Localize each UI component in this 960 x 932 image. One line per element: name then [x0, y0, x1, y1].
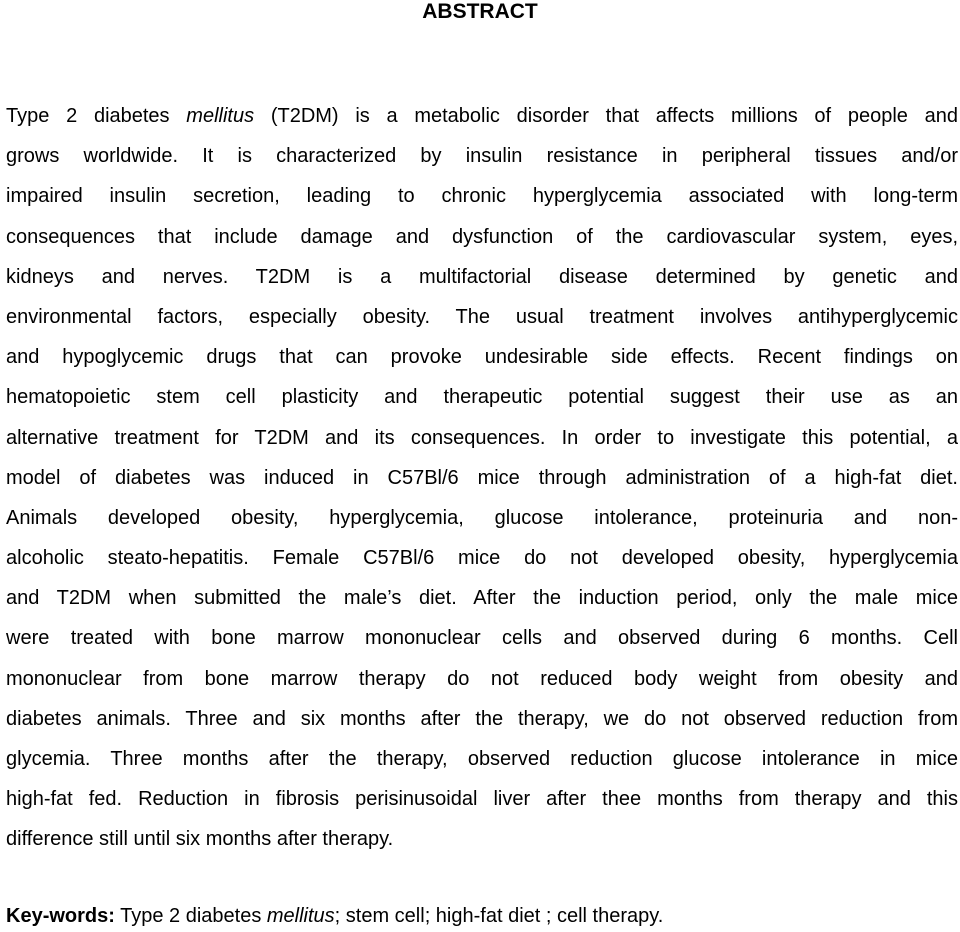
abstract-line: alternative treatment for T2DM and its consequences. In order to investigate this potential, a — [6, 426, 958, 449]
abstract-line: model of diabetes was induced in C57Bl/6 mice through administration of a high-fat diet. — [6, 466, 958, 489]
abstract-line: high-fat fed. Reduction in fibrosis perisinusoidal liver after thee months from therapy and this — [6, 788, 958, 811]
species-term: mellitus — [186, 105, 255, 127]
keywords: Key-words: Type 2 diabetes mellitus; stem cell; high-fat diet ; cell therapy. — [6, 905, 664, 927]
abstract-line: and T2DM when submitted the male’s diet. After the induction period, only the male mice — [6, 587, 958, 610]
abstract-body — [6, 96, 958, 860]
keywords-label: Key-words: — [6, 905, 115, 927]
abstract-line: hematopoietic stem cell plasticity and therapeutic potential suggest their use as an — [6, 386, 958, 409]
abstract-line: diabetes animals. Three and six months after the therapy, we do not observed reduction from — [6, 707, 958, 730]
abstract-line: and hypoglycemic drugs that can provoke undesirable side effects. Recent findings on — [6, 346, 958, 369]
abstract-line: difference still until six months after therapy. — [6, 828, 394, 851]
abstract-line: kidneys and nerves. T2DM is a multifactorial disease determined by genetic and — [6, 265, 958, 288]
abstract-line: glycemia. Three months after the therapy, observed reduction glucose intolerance in mice — [6, 748, 958, 770]
abstract-line: Animals developed obesity, hyperglycemia, glucose intolerance, proteinuria and non- — [6, 506, 958, 529]
abstract-line: grows worldwide. It is characterized by insulin resistance in peripheral tissues and/or — [6, 145, 958, 168]
abstract-line: environmental factors, especially obesity. The usual treatment involves antihyperglycemic — [6, 305, 958, 328]
abstract-line: impaired insulin secretion, leading to chronic hyperglycemia associated with long-term — [6, 185, 958, 208]
abstract-line: mononuclear from bone marrow therapy do not reduced body weight from obesity and — [6, 667, 958, 690]
species-term: mellitus — [266, 905, 335, 927]
abstract-line: Type 2 diabetes mellitus (T2DM) is a metabolic disorder that affects millions of people and — [6, 105, 958, 127]
abstract-line: consequences that include damage and dysfunction of the cardiovascular system, eyes, — [6, 225, 958, 248]
abstract-line: alcoholic steato-hepatitis. Female C57Bl/6 mice do not developed obesity, hyperglycemia — [6, 547, 958, 570]
abstract-title: ABSTRACT — [422, 0, 538, 23]
abstract-line: were treated with bone marrow mononuclear cells and observed during 6 months. Cell — [6, 627, 958, 650]
